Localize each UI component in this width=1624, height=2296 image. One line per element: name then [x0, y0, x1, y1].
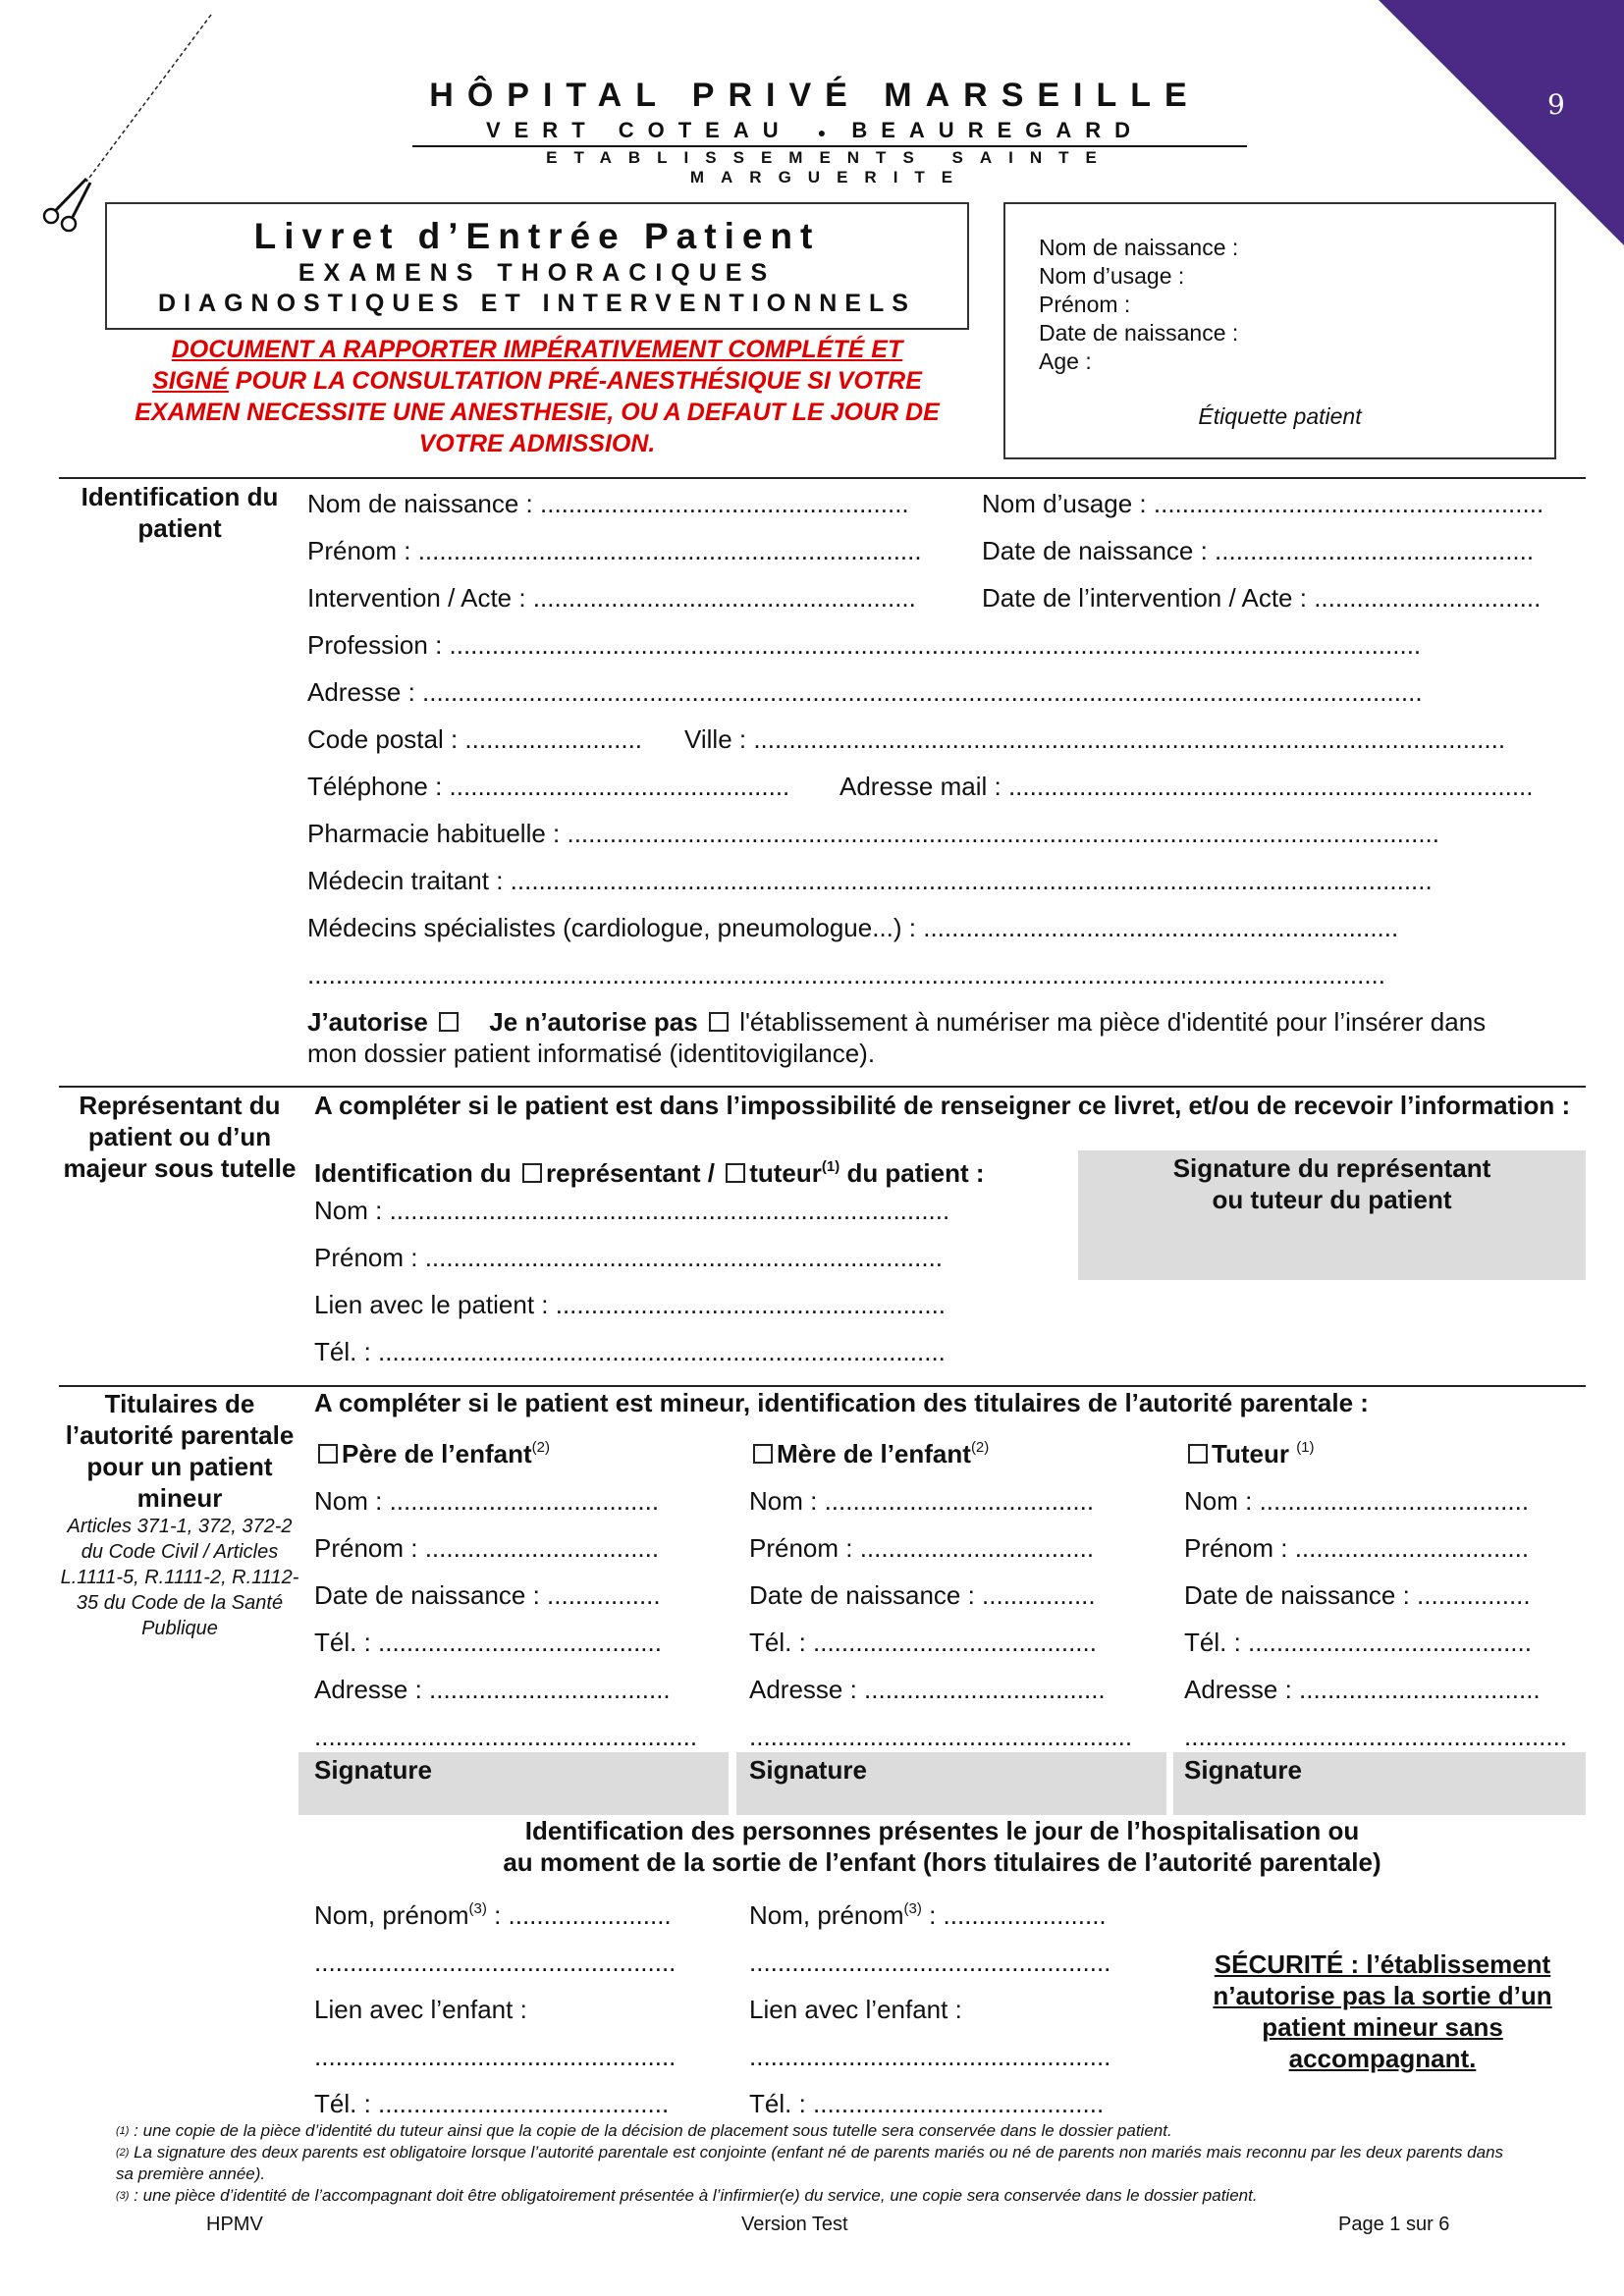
present1-phone[interactable]: Tél. : ......................................... [314, 2089, 670, 2118]
father-address[interactable]: Adresse : .................................. [314, 1675, 671, 1704]
father-phone[interactable]: Tél. : ........................................ [314, 1628, 662, 1657]
footer-center: Version Test [741, 2214, 848, 2235]
hospital-sites: VERT COTEAU ● BEAUREGARD [485, 118, 1145, 142]
present2-name[interactable]: Nom, prénom$^{(3)}$ : ....................... [749, 1900, 1107, 1930]
father-checkbox[interactable] [318, 1444, 338, 1464]
document-subtitle-2: DIAGNOSTIQUES ET INTERVENTIONNELS [158, 290, 916, 317]
mother-title: Mère de l’enfant$^{(2)}$ [749, 1439, 989, 1469]
field-first-name[interactable]: Prénom : ....................................................................... [307, 536, 922, 565]
consent-yes-checkbox[interactable] [439, 1012, 459, 1032]
present-title-2: au moment de la sortie de l’enfant (hors titulaires de l’autorité parentale) [503, 1847, 1381, 1877]
field-address[interactable]: Adresse : ............................................................................................................................................. [307, 677, 1423, 707]
mother-phone[interactable]: Tél. : ........................................ [749, 1628, 1097, 1657]
rep-field-phone[interactable]: Tél. : ................................................................................ [314, 1337, 946, 1366]
present1-relationship[interactable]: Lien avec l’enfant : [314, 1995, 527, 2024]
consent-yes-label: J’autorise [307, 1007, 428, 1037]
divider [59, 1385, 1586, 1387]
tutor-name[interactable]: Nom : ...................................... [1184, 1486, 1530, 1516]
document-subtitle-1: EXAMENS THORACIQUES [298, 259, 777, 287]
tutor-birth-date[interactable]: Date de naissance : ................ [1184, 1580, 1531, 1610]
mother-address[interactable]: Adresse : .................................. [749, 1675, 1106, 1704]
present2-relationship-cont[interactable]: ................................................... [749, 2042, 1111, 2071]
document-title: Livret d’Entrée Patient [253, 216, 821, 256]
field-profession[interactable]: Profession : ......................................................................................................................................... [307, 630, 1422, 660]
title-box [105, 202, 969, 330]
footer-left: HPMV [206, 2214, 263, 2235]
field-intervention[interactable]: Intervention / Acte : ...................................................... [307, 583, 916, 613]
mother-birth-date[interactable]: Date de naissance : ................ [749, 1580, 1096, 1610]
rep-field-name[interactable]: Nom : ............................................................................... [314, 1196, 950, 1225]
patient-label-caption: Étiquette patient [1198, 403, 1362, 429]
representative-ident: Identification du représentant / tuteur$^{(1)}$ du patient : [314, 1158, 985, 1188]
mother-address-cont[interactable]: ...................................................... [749, 1722, 1133, 1751]
hospital-name: HÔPITAL PRIVÉ MARSEILLE [429, 77, 1201, 114]
label-field: Nom de naissance : [1039, 235, 1239, 260]
present2-relationship[interactable]: Lien avec l’enfant : [749, 1995, 962, 2024]
field-phone[interactable]: Téléphone : ................................................ [307, 772, 790, 801]
field-specialists[interactable]: Médecins spécialistes (cardiologue, pneumologue...) : ................................................................... [307, 913, 1399, 942]
footnote-1: $^{(1)}$ : une copie de la pièce d’identité du tuteur ainsi que la copie de la décision de placement sous tutelle sera conservée dans le dossier patient. [116, 2121, 1172, 2140]
mother-checkbox[interactable] [753, 1444, 773, 1464]
mother-first-name[interactable]: Prénom : ................................. [749, 1533, 1095, 1563]
field-specialists-cont[interactable]: ........................................................................................................................................................ [307, 960, 1385, 989]
parental-intro: A compléter si le patient est mineur, identification des titulaires de l’autorité parentale : [314, 1388, 1369, 1417]
page-number: 9 [1547, 88, 1565, 121]
field-pharmacy[interactable]: Pharmacie habituelle : ........................................................................................................................... [307, 819, 1439, 848]
footer-right: Page 1 sur 6 [1338, 2214, 1450, 2235]
label-field: Nom d’usage : [1039, 263, 1185, 289]
tutor-first-name[interactable]: Prénom : ................................. [1184, 1533, 1530, 1563]
father-title: Père de l’enfant$^{(2)}$ [314, 1439, 550, 1469]
patient-label-box [1003, 202, 1556, 459]
representative-intro: A compléter si le patient est dans l’impossibilité de renseigner ce livret, et/ou de recevoir l’information : [314, 1091, 1571, 1120]
field-city[interactable]: Ville : .......................................................................................................... [684, 724, 1506, 754]
tutor-address-cont[interactable]: ...................................................... [1184, 1722, 1568, 1751]
section-representative: Représentant du patient ou d’un majeur sous tutelle [63, 1091, 297, 1183]
father-name[interactable]: Nom : ...................................... [314, 1486, 660, 1516]
mother-name[interactable]: Nom : ...................................... [749, 1486, 1095, 1516]
guardian-title: Tuteur $^{(1)}$ [1184, 1439, 1315, 1469]
field-postal-code[interactable]: Code postal : ......................... [307, 724, 643, 754]
field-usage-name[interactable]: Nom d’usage : ....................................................... [982, 489, 1544, 518]
consent-no-checkbox[interactable] [709, 1012, 729, 1032]
mother-signature-label: Signature [749, 1755, 867, 1785]
representative-signature-label: Signature du représentant ou tuteur du patient [1172, 1153, 1491, 1214]
legal-references: Articles 371-1, 372, 372-2 du Code Civil / Articles L.1111-5, R.1111-2, R.1112-35 du Code de la Santé Publique [60, 1516, 299, 1639]
present2-name-cont[interactable]: ................................................... [749, 1948, 1111, 1977]
consent-no-label: Je n’autorise pas [489, 1007, 698, 1037]
hospital-group: ETABLISSEMENTS SAINTE MARGUERITE [412, 145, 1247, 187]
consent-text: l'établissement à numériser ma pièce d'identité pour l’insérer dans [739, 1007, 1487, 1037]
guardian-checkbox[interactable] [726, 1163, 745, 1183]
present2-phone[interactable]: Tél. : ......................................... [749, 2089, 1105, 2118]
present1-relationship-cont[interactable]: ................................................... [314, 2042, 677, 2071]
field-intervention-date[interactable]: Date de l’intervention / Acte : ................................ [982, 583, 1542, 613]
label-field: Age : [1039, 348, 1092, 374]
divider [59, 477, 1586, 479]
consent-text-2: mon dossier patient informatisé (identitovigilance). [307, 1039, 876, 1068]
present1-name-cont[interactable]: ................................................... [314, 1948, 677, 1977]
tutor-phone[interactable]: Tél. : ........................................ [1184, 1628, 1532, 1657]
field-birth-date[interactable]: Date de naissance : ............................................. [982, 536, 1535, 565]
representative-checkbox[interactable] [522, 1163, 542, 1183]
footnote-2: $^{(2)}$ La signature des deux parents est obligatoire lorsque l’autorité parentale est conjointe (enfant né de parents mariés ou né de parents non mariés mais reconnu par les deux parents dans sa première année). [116, 2143, 1504, 2183]
tutor-address[interactable]: Adresse : .................................. [1184, 1675, 1541, 1704]
tutor-checkbox[interactable] [1188, 1444, 1208, 1464]
rep-field-first-name[interactable]: Prénom : ......................................................................... [314, 1243, 944, 1272]
father-address-cont[interactable]: ...................................................... [314, 1722, 698, 1751]
present1-name[interactable]: Nom, prénom$^{(3)}$ : ....................... [314, 1900, 672, 1930]
security-notice: SÉCURITÉ : l’établissement n’autorise pas la sortie d’un patient mineur sans accompagnant. [1213, 1949, 1552, 2073]
consent-line [307, 1007, 1486, 1038]
present-title-1: Identification des personnes présentes le jour de l’hospitalisation ou [524, 1816, 1360, 1845]
tutor-signature-label: Signature [1184, 1755, 1302, 1785]
field-doctor[interactable]: Médecin traitant : .................................................................................................................................. [307, 866, 1433, 895]
field-email[interactable]: Adresse mail : .......................................................................... [839, 772, 1534, 801]
warning-text: DOCUMENT A RAPPORTER IMPÉRATIVEMENT COMPLÉTÉ ET SIGNÉ POUR LA CONSULTATION PRÉ-ANESTHÉSIQUE SI VOTRE EXAMEN NECESSITE UNE ANESTHESIE, OU A DEFAUT LE JOUR DE VOTRE ADMISSION. [135, 336, 940, 457]
field-birth-name[interactable]: Nom de naissance : .................................................... [307, 489, 909, 518]
father-first-name[interactable]: Prénom : ................................. [314, 1533, 660, 1563]
label-field: Date de naissance : [1039, 320, 1239, 346]
footnote-3: $^{(3)}$ : une pièce d’identité de l’accompagnant doit être obligatoirement présentée à l’infirmier(e) du service, une copie sera conservée dans le dossier patient. [116, 2186, 1258, 2205]
label-field: Prénom : [1039, 292, 1131, 317]
father-birth-date[interactable]: Date de naissance : ................ [314, 1580, 661, 1610]
divider [59, 1086, 1586, 1088]
section-identification: Identification du patient [81, 482, 279, 543]
rep-field-relationship[interactable]: Lien avec le patient : ....................................................... [314, 1290, 947, 1319]
father-signature-label: Signature [314, 1755, 432, 1785]
section-parental: Titulaires de l’autorité parentale pour un patient mineur Articles 371-1, 372, 372-2 du Code Civil / Articles L.1111-5, R.1111-2, R.1112-35 du Code de la Santé Publique [60, 1389, 299, 1639]
